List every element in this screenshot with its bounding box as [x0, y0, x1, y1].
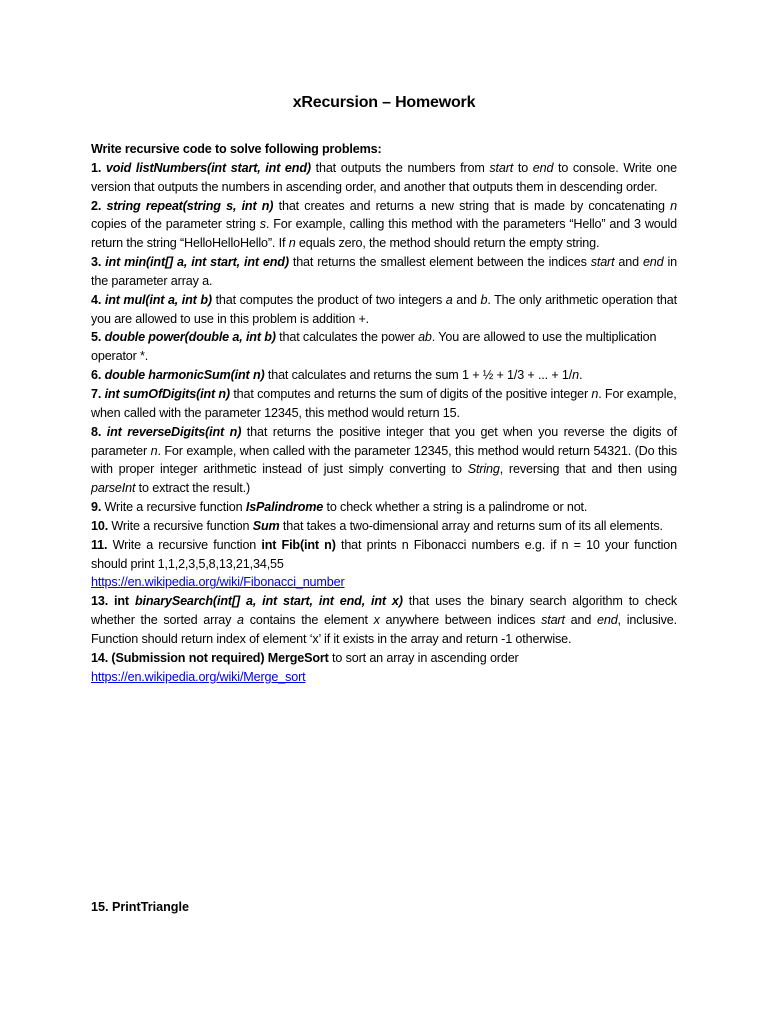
method-signature: double harmonicSum(int n) [104, 368, 265, 383]
method-signature: int sumOfDigits(int n) [104, 386, 230, 401]
problem-7: 7. int sumOfDigits(int n) that computes and returns the sum of digits of the positive integer n. For example, when called with the parameter 12345, this method would return 15. [91, 386, 677, 420]
problem-11: 11. Write a recursive function int Fib(int n) that prints n Fibonacci numbers e.g. if n = 10 your function should print 1,1,2,3,5,8,13,21,34,55 [91, 537, 677, 571]
problem-9: 9. Write a recursive function IsPalindrome to check whether a string is a palindrome or not. [91, 500, 588, 515]
merge-sort-link[interactable]: https://en.wikipedia.org/wiki/Merge_sort [91, 669, 306, 684]
problem-15-heading: 15. PrintTriangle [91, 900, 189, 914]
document-title: xRecursion – Homework [292, 94, 476, 111]
problem-2: 2. string repeat(string s, int n) that creates and returns a new string that is made by concatenating n copies of the parameter string s. For example, calling this method with the parameters “Hello” and 3 would return the string “HelloHelloHello”. If n equals zero, the method should return the empty string. [91, 198, 677, 251]
method-signature: void listNumbers(int start, int end) [105, 160, 311, 175]
problem-10: 10. Write a recursive function Sum that takes a two-dimensional array and returns sum of its all elements. [91, 518, 663, 533]
fibonacci-link[interactable]: https://en.wikipedia.org/wiki/Fibonacci_number [91, 575, 345, 590]
method-signature: int mul(int a, int b) [104, 292, 212, 307]
intro-heading: Write recursive code to solve following problems: [91, 142, 382, 156]
method-signature: binarySearch(int[] a, int start, int end, int x) [134, 594, 403, 609]
method-signature: string repeat(string s, int n) [106, 198, 274, 213]
problem-3: 3. int min(int[] a, int start, int end) that returns the smallest element between the indices start and end in the parameter array a. [91, 255, 677, 288]
problem-6: 6. double harmonicSum(int n) that calculates and returns the sum 1 + ½ + 1/3 + ... + 1/n. [91, 368, 583, 383]
problem-13: 13. int binarySearch(int[] a, int start, int end, int x) that uses the binary search algorithm to check whether the sorted array a contains the element x anywhere between indices start and end, inclusive. Function should return index of element ‘x’ if it exists in the array and return -1 otherwise. [91, 594, 678, 646]
problem-1: 1. void listNumbers(int start, int end) that outputs the numbers from start to end to console. Write one version that outputs the numbers in ascending order, and another that outputs them in descending order. [91, 160, 677, 194]
function-name: int Fib(int n) [261, 537, 336, 552]
problem-4: 4. int mul(int a, int b) that computes the product of two integers a and b. The only arithmetic operation that you are allowed to use in this problem is addition +. [91, 292, 677, 326]
problem-list [91, 140, 677, 686]
function-name: IsPalindrome [245, 500, 324, 515]
function-name: Sum [252, 518, 280, 533]
problem-14: 14. (Submission not required) MergeSort to sort an array in ascending order [91, 650, 519, 665]
method-signature: int min(int[] a, int start, int end) [105, 255, 289, 270]
problem-8: 8. int reverseDigits(int n) that returns the positive integer that you get when you reverse the digits of parameter n. For example, when called with the parameter 12345, this method would return 54321. (Do this with proper integer arithmetic instead of just simply converting to String, reversing that and then using parseInt to extract the result.) [91, 424, 678, 496]
problem-5: 5. double power(double a, int b) that calculates the power ab. You are allowed to use the multiplication operator *. [91, 330, 657, 364]
method-signature: int reverseDigits(int n) [106, 424, 242, 439]
method-signature: double power(double a, int b) [104, 330, 276, 345]
